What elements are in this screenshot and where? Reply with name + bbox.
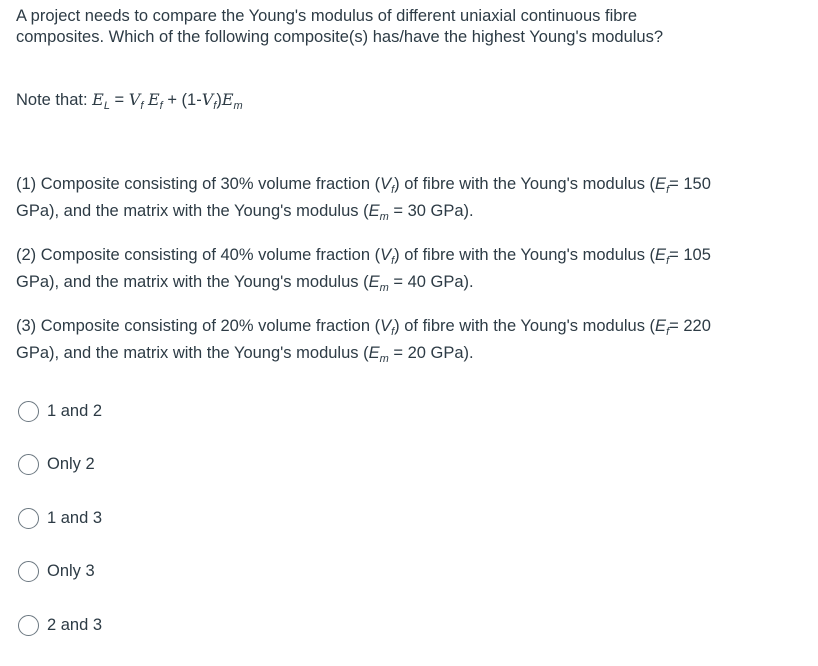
case-em: E	[368, 202, 380, 220]
question-prompt: A project needs to compare the Young's modulus of different uniaxial continuous fibre composites. Which of the following composite(s) has/have the highest Young's modulus?	[16, 7, 664, 46]
case-vf: V	[380, 246, 392, 264]
case-vf: V	[380, 175, 392, 193]
case-em-sub: m	[379, 353, 389, 365]
case-ef: E	[655, 317, 667, 335]
case-text: = 220 GPa), and the matrix with the Young's modulus (	[16, 317, 711, 362]
formula-em-sub: m	[233, 100, 243, 112]
case-item	[16, 171, 736, 225]
case-text: (3) Composite consisting of 20% volume fraction (	[16, 317, 381, 335]
formula-vf: V	[128, 90, 141, 109]
case-ef-sub: f	[666, 326, 670, 338]
answer-label: 1 and 3	[47, 508, 103, 527]
answer-label: 2 and 3	[47, 615, 103, 634]
note-prefix: Note that:	[16, 91, 93, 109]
answer-options	[18, 398, 102, 666]
question-block	[16, 6, 716, 48]
case-text: = 30 GPa).	[388, 202, 474, 220]
formula-vf2: V	[201, 90, 214, 109]
case-ef: E	[655, 175, 667, 193]
case-vf-sub: f	[391, 184, 395, 196]
case-em: E	[368, 344, 380, 362]
radio-button[interactable]	[18, 508, 39, 529]
formula-ef: E	[147, 90, 160, 109]
answer-label: 1 and 2	[47, 401, 103, 420]
formula-plus: + (1-	[162, 91, 202, 109]
formula-em: E	[221, 90, 234, 109]
case-em: E	[368, 273, 380, 291]
radio-button[interactable]	[18, 401, 39, 422]
case-text: = 20 GPa).	[388, 344, 474, 362]
case-vf-sub: f	[391, 255, 395, 267]
radio-button[interactable]	[18, 615, 39, 636]
case-text: (2) Composite consisting of 40% volume fraction (	[16, 246, 381, 264]
answer-option-2-and-3[interactable]	[18, 612, 102, 638]
formula-el: E	[92, 90, 104, 109]
case-ef: E	[655, 246, 667, 264]
case-text: = 150 GPa), and the matrix with the Young's modulus (	[16, 175, 711, 220]
formula-note	[16, 89, 243, 111]
case-item	[16, 242, 736, 296]
answer-option-1-and-2[interactable]	[18, 398, 102, 424]
formula-el-sub: L	[103, 100, 110, 112]
case-text: ) of fibre with the Young's modulus (	[394, 246, 656, 264]
formula-close: )	[216, 91, 222, 109]
case-vf-sub: f	[391, 326, 395, 338]
composite-cases	[16, 171, 736, 384]
answer-label: Only 2	[47, 455, 95, 473]
case-item	[16, 313, 736, 367]
formula-vf-sub: f	[140, 100, 144, 112]
radio-button[interactable]	[18, 561, 39, 582]
case-text: = 40 GPa).	[388, 273, 474, 291]
case-ef-sub: f	[666, 255, 670, 267]
case-ef-sub: f	[666, 184, 670, 196]
answer-option-only-3[interactable]	[18, 559, 102, 585]
case-em-sub: m	[379, 211, 389, 223]
case-text: = 105 GPa), and the matrix with the Young's modulus (	[16, 246, 711, 291]
case-vf: V	[380, 317, 392, 335]
case-text: ) of fibre with the Young's modulus (	[394, 317, 656, 335]
answer-label: Only 3	[47, 562, 95, 580]
case-em-sub: m	[379, 282, 389, 294]
formula-equals: =	[109, 91, 129, 109]
formula-vf2-sub: f	[213, 100, 217, 112]
radio-button[interactable]	[18, 454, 39, 475]
formula-ef-sub: f	[159, 100, 163, 112]
case-text: ) of fibre with the Young's modulus (	[394, 175, 656, 193]
answer-option-only-2[interactable]	[18, 452, 102, 478]
answer-option-1-and-3[interactable]	[18, 505, 102, 531]
case-text: (1) Composite consisting of 30% volume fraction (	[16, 175, 381, 193]
